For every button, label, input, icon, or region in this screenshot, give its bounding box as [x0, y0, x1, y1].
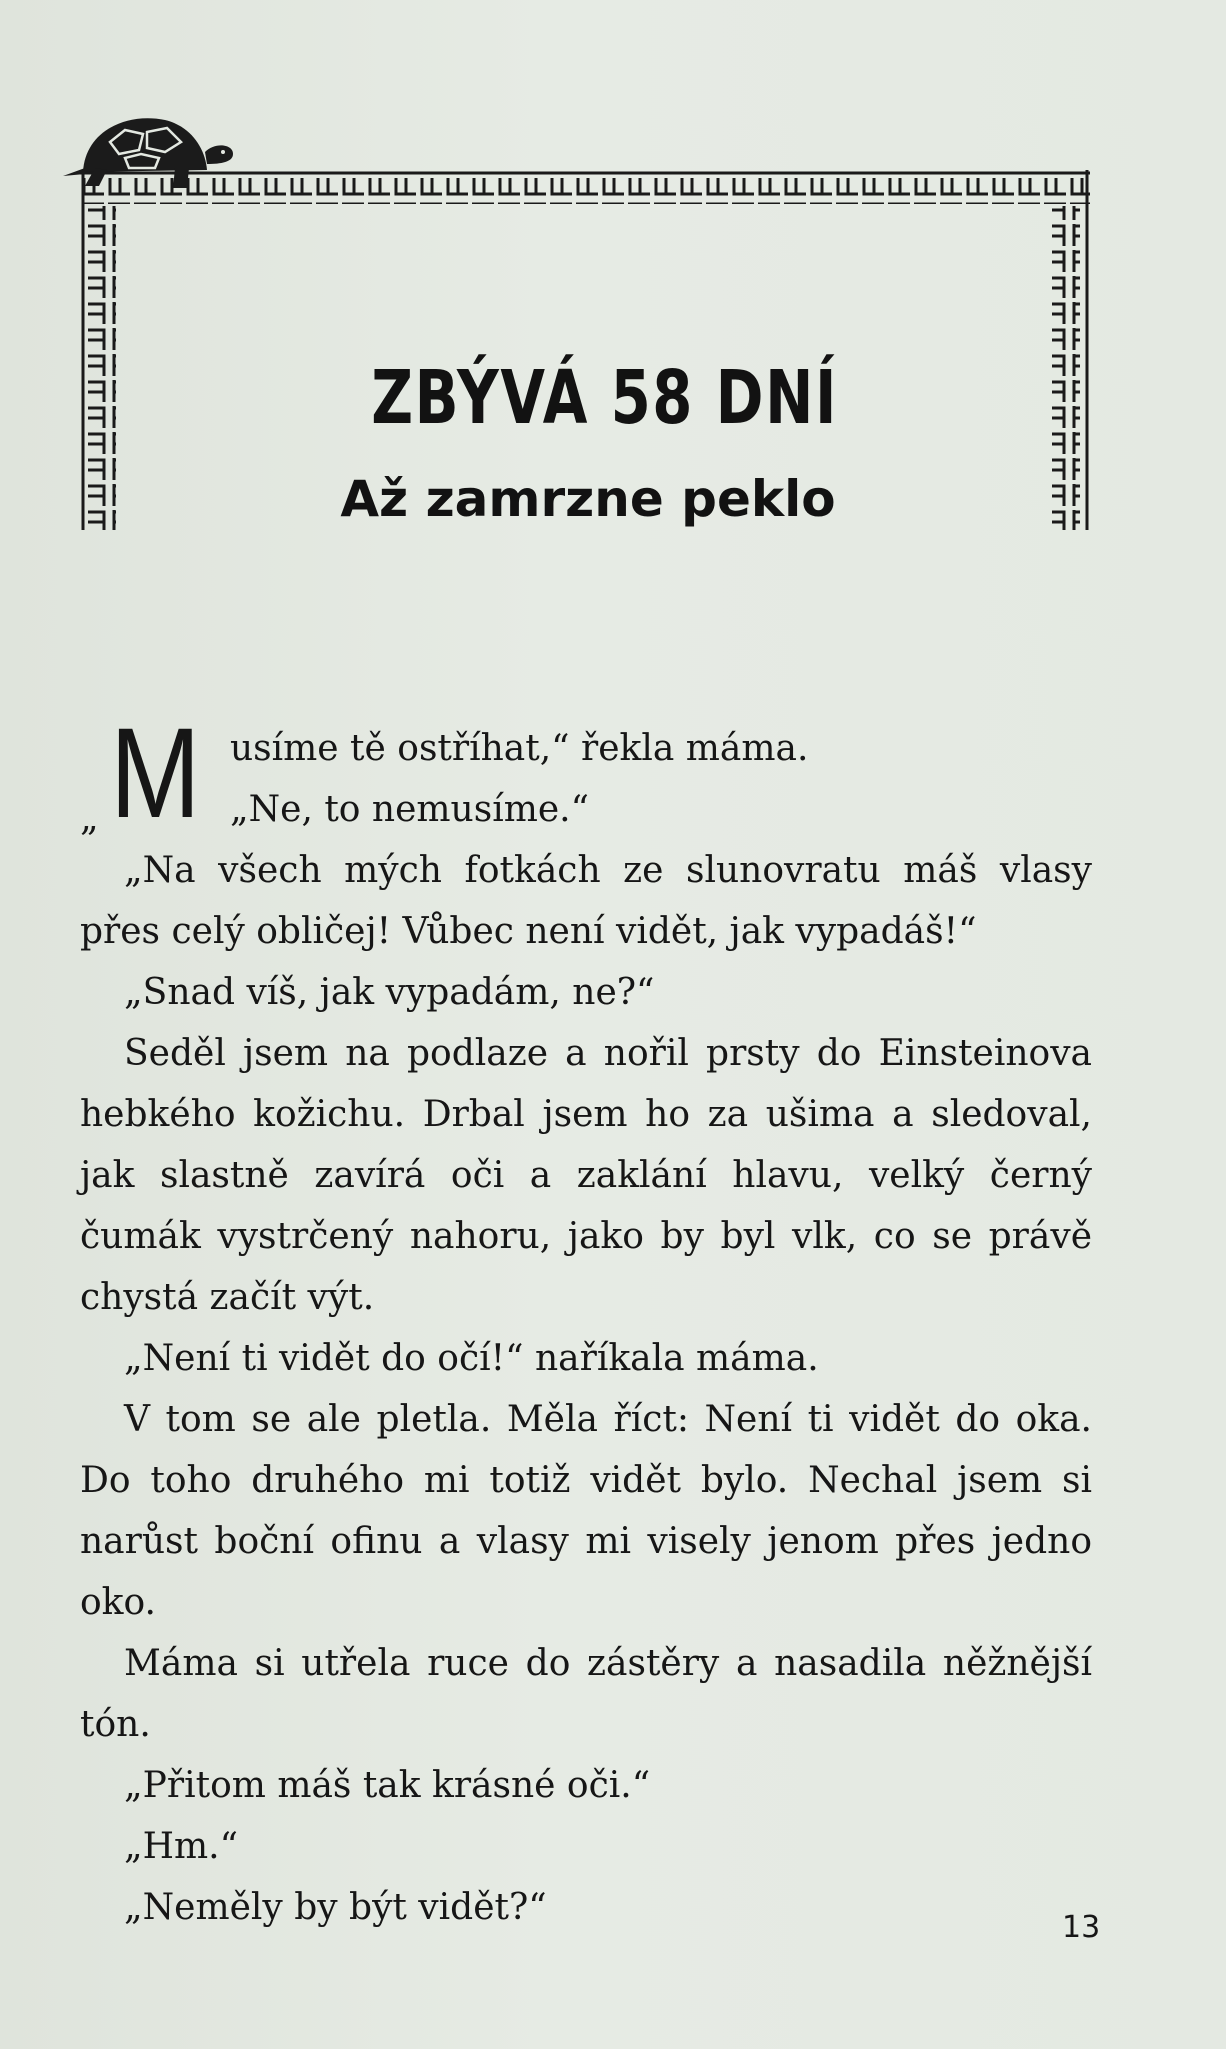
- turtle-icon: [55, 102, 235, 192]
- paragraph: V tom se ale pletla. Měla říct: Není ti vidět do oka. Do toho druhého mi totiž vidět bylo. Nechal jsem si narůst boční ofinu a vlasy mi visely jenom přes jedno oko.: [80, 1399, 1092, 1623]
- opening-lines: [80, 702, 1092, 845]
- body-text: [80, 702, 1092, 1938]
- paragraph: „Není ti vidět do očí!“ naříkala máma.: [124, 1338, 819, 1379]
- paragraph: Máma si utřela ruce do zástěry a nasadila něžnější tón.: [80, 1643, 1092, 1745]
- paragraph: „Přitom máš tak krásné oči.“: [124, 1765, 651, 1806]
- paragraph: „Snad víš, jak vypadám, ne?“: [124, 972, 655, 1013]
- paragraph: „Neměly by být vidět?“: [124, 1887, 547, 1928]
- paragraph: Seděl jsem na podlaze a nořil prsty do Einsteinova hebkého kožichu. Drbal jsem ho za ušima a sledoval, jak slastně zavírá oči a zaklání hlavu, velký černý čumák vystrčený nahoru, jako by byl vlk, co se právě chystá začít výt.: [80, 1033, 1092, 1318]
- paragraph: „Hm.“: [124, 1826, 239, 1867]
- paragraph: „Na všech mých fotkách ze slunovratu máš vlasy přes celý obličej! Vůbec není vidět, jak vypadáš!“: [80, 850, 1092, 952]
- chapter-title: ZBÝVÁ 58 DNÍ: [371, 355, 839, 441]
- chapter-subtitle: Až zamrzne peklo: [340, 470, 836, 528]
- page-number: 13: [1062, 1910, 1101, 1945]
- opening-quote-mark: „: [80, 798, 99, 839]
- opening-line-1: usíme tě ostříhat,“ řekla máma.: [230, 728, 809, 769]
- drop-cap: M: [110, 702, 201, 845]
- opening-line-2: „Ne, to nemusíme.“: [230, 789, 590, 830]
